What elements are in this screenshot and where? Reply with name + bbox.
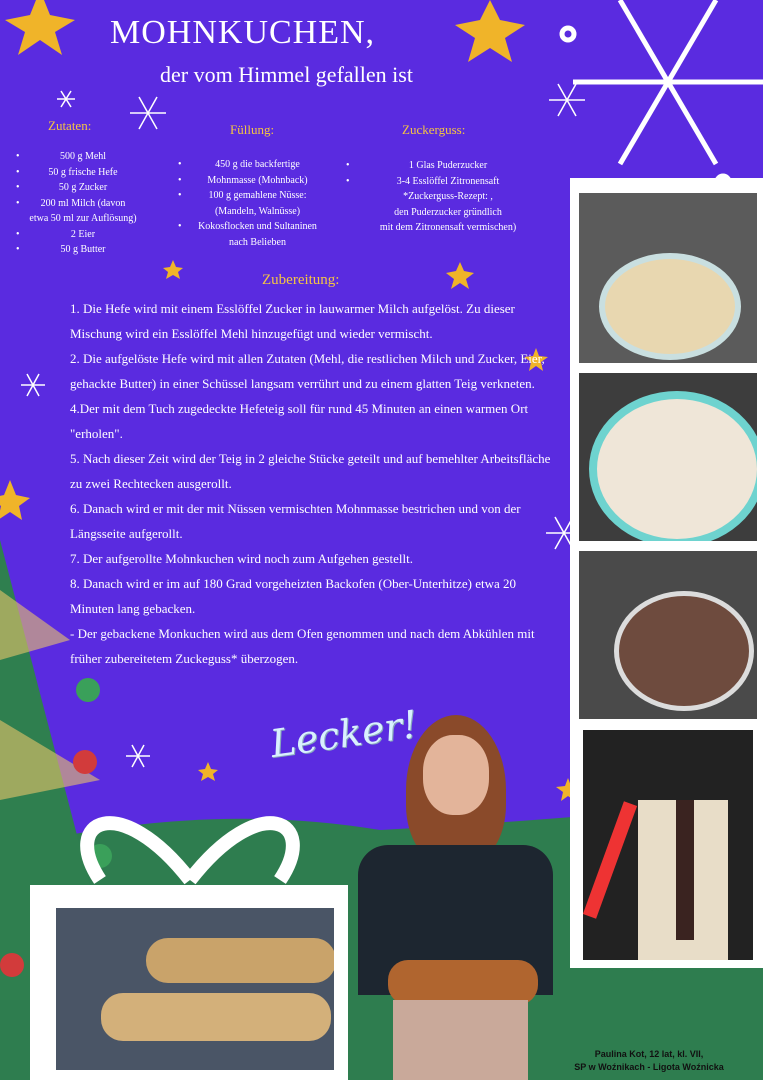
ornament-icon [0, 953, 24, 977]
star-icon [198, 762, 218, 781]
list-item: • 50 g Butter [18, 242, 148, 258]
fuellung-list [180, 157, 335, 250]
lecker-lettering: Lecker! [267, 701, 421, 767]
zuckerguss-list [348, 158, 548, 236]
ornament-icon [76, 678, 100, 702]
list-item: (Mandeln, Walnüsse) [214, 205, 301, 217]
list-item: • 450 g die backfertige [180, 157, 335, 173]
snowflake-icon [562, 0, 763, 188]
page-title: MOHNKUCHEN, [110, 14, 376, 51]
fuellung-heading: Füllung: [230, 122, 275, 137]
step-item: 6. Danach wird er mit der mit Nüssen vermischten Mohnmasse bestrichen und von der Längsseite aufgerollt. [70, 501, 521, 541]
step-item: 8. Danach wird er im auf 180 Grad vorgeheizten Backofen (Ober-Unterhitze) etwa 20 Minuten lang gebacken. [70, 576, 517, 616]
photo-rolled-dough [583, 730, 753, 960]
list-item: • 200 ml Milch (davon [18, 196, 148, 212]
zubereitung-heading: Zubereitung: [262, 272, 340, 288]
list-item: • Kokosflocken und Sultaninen [180, 219, 335, 235]
photo-dough-bowl [579, 193, 757, 363]
star-icon [455, 0, 525, 62]
list-item: den Puderzucker gründlich [394, 206, 502, 218]
zutaten-list [18, 149, 148, 258]
list-item: nach Belieben [229, 236, 286, 248]
photo-risen-dough [579, 373, 757, 541]
step-item: 4.Der mit dem Tuch zugedeckte Hefeteig soll für rund 45 Minuten an einen warmen Ort "erholen". [70, 401, 529, 441]
ornament-icon [73, 750, 97, 774]
author-credit [549, 1048, 749, 1074]
credit-line: Paulina Kot, 12 lat, kl. VII, [594, 1049, 704, 1059]
list-item: • 1 Glas Puderzucker [348, 158, 548, 174]
gift-box-small-lid [560, 968, 750, 980]
list-item: etwa 50 ml zur Auflösung) [29, 213, 137, 224]
photo-poppy-filling [579, 551, 757, 719]
star-icon [0, 480, 30, 520]
page-subtitle: der vom Himmel gefallen ist [160, 62, 413, 87]
credit-line: SP w Woźnikach - Ligota Woźnicka [574, 1062, 724, 1072]
step-item: 5. Nach dieser Zeit wird der Teig in 2 gleiche Stücke geteilt und auf bemehlter Arbeitsfläche zu zwei Rechtecken ausgerollt. [70, 451, 551, 491]
tree-garland [0, 590, 70, 660]
step-item: 2. Die aufgelöste Hefe wird mit allen Zutaten (Mehl, die restlichen Milch und Zucker, Eier, gehackte Butter) in einer Schüssel langsam verrührt und zu einem glatten Teig verkneten. [70, 351, 545, 391]
list-item: • 50 g frische Hefe [18, 165, 148, 181]
star-icon [446, 262, 474, 289]
zubereitung-steps [70, 296, 560, 671]
list-item: mit dem Zitronensaft vermischen) [379, 222, 517, 233]
list-item: • 2 Eier [18, 227, 148, 243]
list-item: • 3-4 Esslöffel Zitronensaft [348, 174, 548, 190]
list-item: *Zuckerguss-Rezept: , [403, 191, 493, 202]
list-item: • 500 g Mehl [18, 149, 148, 165]
step-item: 7. Der aufgerollte Mohnkuchen wird noch zum Aufgehen gestellt. [70, 551, 413, 566]
star-icon [5, 0, 75, 55]
list-item: • Mohnmasse (Mohnback) [180, 173, 335, 189]
zutaten-heading: Zutaten: [48, 118, 92, 133]
star-icon [163, 260, 183, 279]
zuckerguss-heading: Zuckerguss: [402, 122, 466, 137]
step-item: - Der gebackene Monkuchen wird aus dem Ofen genommen und nach dem Abkühlen mit früher zubereitetem Zuckeguss* überzogen. [70, 626, 535, 666]
photo-girl-with-cake [348, 715, 558, 1080]
photo-finished-cake [56, 908, 334, 1070]
list-item: • 50 g Zucker [18, 180, 148, 196]
step-item: 1. Die Hefe wird mit einem Esslöffel Zucker in lauwarmer Milch aufgelöst. Zu dieser Mischung wird ein Esslöffel Mehl hinzugefügt und wieder vermischt. [70, 301, 515, 341]
gift-box-small [566, 975, 744, 1020]
list-item: • 100 g gemahlene Nüsse: [180, 188, 335, 204]
